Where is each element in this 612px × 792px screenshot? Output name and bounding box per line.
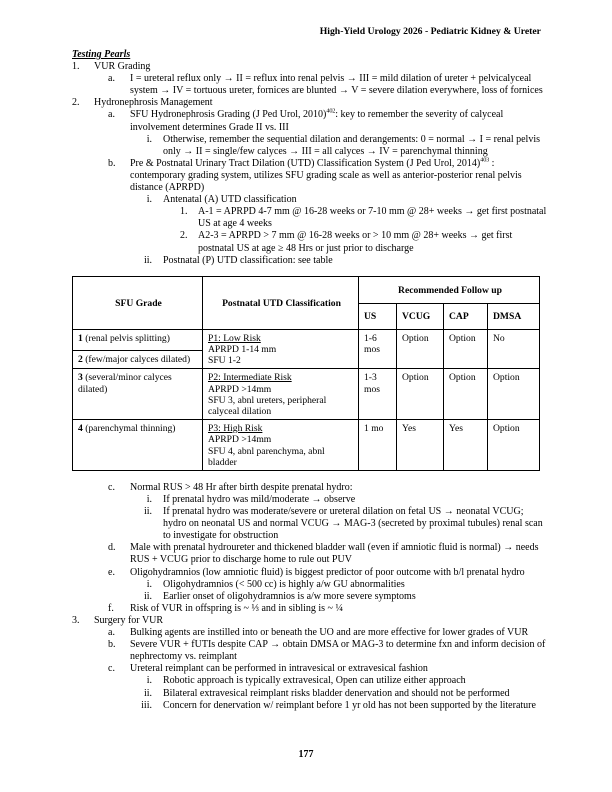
grade-cell <box>73 329 203 350</box>
item-marker: i. <box>146 675 152 687</box>
text-segment: SFU Hydronephrosis Grading (J Ped Urol, 2010) <box>130 109 327 121</box>
item-text <box>94 615 548 627</box>
outline-item <box>0 61 612 73</box>
item-text <box>163 506 548 542</box>
column-header-sfu-grade: SFU Grade <box>73 276 203 329</box>
item-text <box>130 542 548 566</box>
item-marker: iii. <box>141 699 152 711</box>
item-marker: 2. <box>180 230 188 242</box>
outline-item <box>0 615 612 627</box>
item-text <box>163 591 548 603</box>
text-segment: I = ureteral reflux only → II = reflux into renal pelvis → III = mild dilation of ureter + pelvicalyceal system → IV = tortuous ureter, fornices are blunted → V = severe dilation everywhere, loss of fornices <box>130 73 543 97</box>
grade-description: (renal pelvis splitting) <box>82 332 170 344</box>
page-content <box>0 49 612 712</box>
item-marker: c. <box>108 481 115 493</box>
text-segment: A-1 = APRPD 4-7 mm @ 16-28 weeks or 7-10 mm @ 28+ weeks → get first postnatal US at age 4 weeks <box>198 206 547 230</box>
followup-cell: Option <box>397 369 444 420</box>
item-text <box>130 663 548 675</box>
item-text <box>198 230 548 254</box>
text-segment: Male with prenatal hydroureter and thickened bladder wall (even if amniotic fluid is normal) → needs RUS + VCUG prior to discharge home to rule out PUV <box>130 542 539 566</box>
outline-item <box>0 603 612 615</box>
outline-item <box>0 73 612 97</box>
outline <box>0 61 612 712</box>
outline-item <box>0 109 612 133</box>
outline-item <box>0 97 612 109</box>
item-text <box>163 675 548 687</box>
classification-line: APRPD 1-14 mm <box>208 343 277 355</box>
item-marker: 3. <box>72 614 80 626</box>
item-text <box>130 73 548 97</box>
text-segment: Pre & Postnatal Urinary Tract Dilation (UTD) Classification System (J Ped Urol, 2014) <box>130 157 481 169</box>
classification-line: SFU 1-2 <box>208 355 241 367</box>
section-title: Testing Pearls <box>72 49 131 60</box>
column-header-dmsa: DMSA <box>488 303 540 329</box>
text-segment: : key to remember the severity of calyceal involvement determines Grade II vs. III <box>130 109 504 133</box>
text-segment: Robotic approach is typically extravesical, Open can utilize either approach <box>163 675 466 687</box>
outline-item <box>0 639 612 663</box>
classification-line: SFU 4, abnl parenchyma, abnl bladder <box>208 445 325 468</box>
item-marker: ii. <box>143 506 152 518</box>
classification-line: APRPD >14mm <box>208 383 272 395</box>
followup-cell: Option <box>444 329 488 369</box>
followup-cell: Yes <box>444 420 488 471</box>
item-marker: a. <box>108 73 115 85</box>
classification-cell <box>203 329 359 369</box>
text-segment: Surgery for VUR <box>94 614 164 626</box>
outline-item <box>0 567 612 579</box>
reference-superscript: 403 <box>480 156 490 164</box>
grade-description: (few/major calyces dilated) <box>82 353 191 365</box>
item-marker: b. <box>108 157 116 169</box>
item-marker: b. <box>108 639 116 651</box>
grade-cell <box>73 369 203 420</box>
item-marker: ii. <box>143 687 152 699</box>
item-text <box>163 134 548 158</box>
item-marker: i. <box>146 194 152 206</box>
reference-superscript: 402 <box>326 108 336 116</box>
column-header-vcug: VCUG <box>397 303 444 329</box>
text-segment: Risk of VUR in offspring is ~ ⅓ and in sibling is ~ ¼ <box>130 602 343 614</box>
text-segment: Bilateral extravesical reimplant risks bladder denervation and should not be performed <box>163 687 510 699</box>
grade-description: (several/minor calyces dilated) <box>78 372 172 395</box>
column-header-recommended-follow-up: Recommended Follow up <box>359 276 540 303</box>
item-marker: 1. <box>72 61 80 73</box>
item-text <box>130 639 548 663</box>
outline-item <box>0 700 612 712</box>
text-segment: If prenatal hydro was mild/moderate → observe <box>163 494 356 506</box>
text-segment: Hydronephrosis Management <box>94 97 213 109</box>
item-marker: i. <box>146 494 152 506</box>
followup-cell: 1-3 mos <box>359 369 397 420</box>
followup-cell: No <box>488 329 540 369</box>
text-segment: Oligohydramnios (low amniotic fluid) is biggest predictor of poor outcome with b/l prenatal hydro <box>130 566 525 578</box>
grade-number: 3 <box>78 372 83 384</box>
item-marker: ii. <box>143 590 152 602</box>
grade-cell <box>73 420 203 471</box>
text-segment: Earlier onset of oligohydramnios is a/w more severe symptoms <box>163 590 416 602</box>
outline-item <box>0 579 612 591</box>
item-text <box>130 109 548 133</box>
item-text <box>130 158 548 194</box>
outline-item <box>0 494 612 506</box>
item-marker: ii. <box>143 254 152 266</box>
item-marker: a. <box>108 627 115 639</box>
text-segment: VUR Grading <box>94 61 151 73</box>
grade-number: 2 <box>78 353 83 365</box>
item-text <box>163 194 548 206</box>
classification-line: SFU 3, abnl ureters, peripheral calyceal dilation <box>208 394 327 417</box>
outline-item <box>0 675 612 687</box>
text-segment: Severe VUR + fUTIs despite CAP → obtain DMSA or MAG-3 to determine fxn and inform decision of nephrectomy vs. reimplant <box>130 639 546 663</box>
outline-item <box>0 134 612 158</box>
outline-item <box>0 158 612 194</box>
outline-item <box>0 230 612 254</box>
item-text <box>94 61 548 73</box>
item-marker: d. <box>108 542 116 554</box>
item-text <box>130 567 548 579</box>
followup-cell: 1 mo <box>359 420 397 471</box>
outline-item <box>0 255 612 267</box>
classification-title: P3: High Risk <box>208 423 263 435</box>
outline-item <box>0 627 612 639</box>
outline-item <box>0 206 612 230</box>
outline-item <box>0 591 612 603</box>
item-text <box>198 206 548 230</box>
classification-title: P1: Low Risk <box>208 332 261 344</box>
followup-cell: Yes <box>397 420 444 471</box>
item-text <box>94 97 548 109</box>
followup-cell: Option <box>397 329 444 369</box>
item-text <box>163 700 548 712</box>
item-marker: e. <box>108 566 115 578</box>
item-marker: 1. <box>180 206 188 218</box>
text-segment: If prenatal hydro was moderate/severe or ureteral dilation on fetal US → neonatal VCUG; hydro on neonatal US and normal VCUG → MAG-3 (secreted by proximal tubules) renal scan to investigate for obstruction <box>163 506 543 542</box>
grade-cell <box>73 350 203 369</box>
text-segment: Oligohydramnios (< 500 cc) is highly a/w GU abnormalities <box>163 578 405 590</box>
grade-number: 4 <box>78 423 83 435</box>
item-text <box>130 603 548 615</box>
outline-item <box>0 482 612 494</box>
text-segment: Postnatal (P) UTD classification: see table <box>163 254 333 266</box>
item-text <box>130 627 548 639</box>
column-header-cap: CAP <box>444 303 488 329</box>
item-text <box>163 494 548 506</box>
item-marker: c. <box>108 663 115 675</box>
column-header-utd-classification: Postnatal UTD Classification <box>203 276 359 329</box>
text-segment: Otherwise, remember the sequential dilation and derangements: 0 = normal → I = renal pelvis only → II = single/few calyces → III = all calyces → IV = parenchymal thinning <box>163 133 540 157</box>
followup-cell: 1-6 mos <box>359 329 397 369</box>
classification-title: P2: Intermediate Risk <box>208 372 292 384</box>
classification-line: APRPD >14mm <box>208 434 272 446</box>
text-segment: Ureteral reimplant can be performed in intravesical or extravesical fashion <box>130 663 428 675</box>
item-marker: a. <box>108 109 115 121</box>
column-header-us: US <box>359 303 397 329</box>
text-segment: Bulking agents are instilled into or beneath the UO and are more effective for lower grades of VUR <box>130 627 529 639</box>
outline-item <box>0 542 612 566</box>
text-segment: Antenatal (A) UTD classification <box>163 194 297 206</box>
followup-table <box>72 276 540 471</box>
item-text <box>163 255 548 267</box>
followup-cell: Option <box>444 369 488 420</box>
classification-cell <box>203 420 359 471</box>
outline-item <box>0 506 612 542</box>
text-segment: Concern for denervation w/ reimplant before 1 yr old has not been supported by the literature <box>163 699 536 711</box>
item-text <box>163 688 548 700</box>
page-header: High-Yield Urology 2026 - Pediatric Kidney & Ureter <box>319 26 541 37</box>
item-marker: i. <box>146 133 152 145</box>
classification-cell <box>203 369 359 420</box>
followup-cell: Option <box>488 420 540 471</box>
item-marker: 2. <box>72 97 80 109</box>
outline-item <box>0 688 612 700</box>
text-segment: : contemporary grading system, utilizes SFU grading scale as well as anterior-posterior renal pelvis distance (APRPD) <box>130 157 522 194</box>
page-number: 177 <box>298 749 314 760</box>
item-text <box>163 579 548 591</box>
grade-number: 1 <box>78 332 83 344</box>
followup-cell: Option <box>488 369 540 420</box>
item-text <box>130 482 548 494</box>
outline-item <box>0 663 612 675</box>
item-marker: i. <box>146 578 152 590</box>
grade-description: (parenchymal thinning) <box>82 423 176 435</box>
text-segment: A2-3 = APRPD > 7 mm @ 16-28 weeks or > 10 mm @ 28+ weeks → get first postnatal US at age ≥ 48 Hrs or just prior to discharge <box>198 230 513 254</box>
outline-item <box>0 194 612 206</box>
item-marker: f. <box>108 602 114 614</box>
text-segment: Normal RUS > 48 Hr after birth despite prenatal hydro: <box>130 481 353 493</box>
